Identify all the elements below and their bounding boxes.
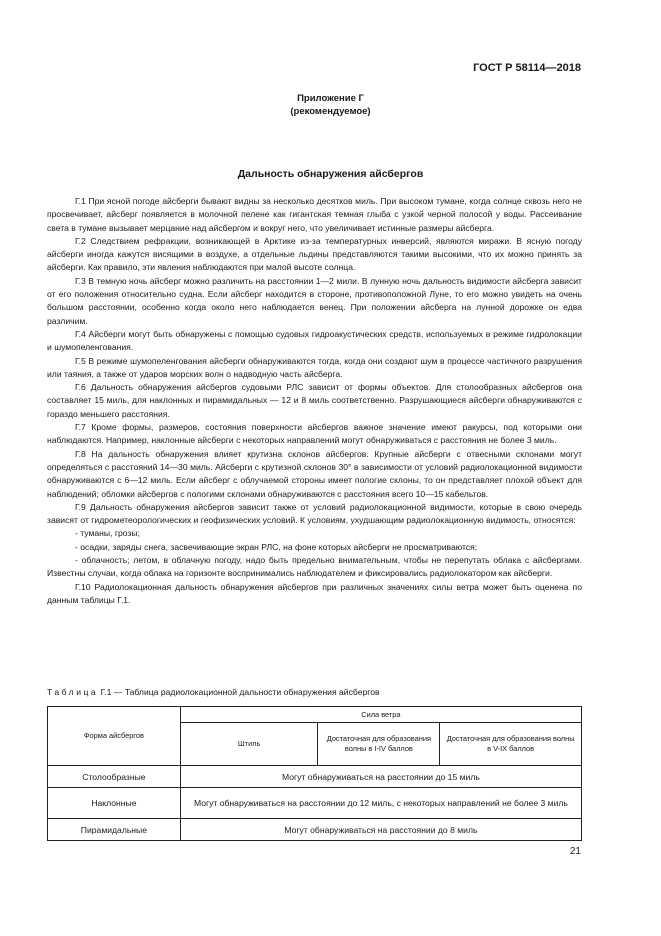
table-row [48, 788, 582, 819]
paragraph-g4: Г.4 Айсберги могут быть обнаружены с помощью судовых гидроакустических средств, используемых в режиме гидролокации и шумопеленгования. [47, 328, 582, 353]
list-item: - облачность; летом, в облачную погоду, надо быть предельно внимательным, чтобы не перепутать облака с айсбергами. Известны случаи, когда облака на горизонте воспринимались наблюдателем и фиксировались радиолокатором как айсберги. [47, 555, 582, 579]
paragraph-g10: Г.10 Радиолокационная дальность обнаружения айсбергов при различных значениях силы ветра может быть оценена по данным таблицы Г.1. [47, 581, 582, 605]
paragraph-g5: Г.5 В режиме шумопеленгования айсберги обнаруживаются тогда, когда они создают шум в процессе частичного разрушения или таяния, а также от ударов морских волн о надводную часть айсберга. [47, 355, 582, 379]
paragraph-g9: Г.9 Дальность обнаружения айсбергов зависит также от условий радиолокационной видимости, которые в свою очередь зависят от гидрометеорологических и геофизических условий. К условиям, ухудшающим радиолокационную видимость, относятся: [47, 501, 582, 526]
table-caption-prefix: Таблица [47, 687, 99, 697]
table-caption-text: Таблица радиолокационной дальности обнаружения айсбергов [124, 687, 380, 697]
list-item: - туманы, грозы; [75, 528, 140, 539]
table-row [48, 819, 582, 841]
cell-value: Могут обнаруживаться на расстоянии до 8 миль [180, 819, 581, 841]
header-calm: Штиль [180, 723, 318, 766]
cell-value: Могут обнаруживаться на расстоянии до 15 миль [180, 766, 581, 788]
header-wind: Сила ветра [180, 707, 581, 723]
appendix-subtitle: (рекомендуемое) [290, 106, 371, 117]
document-header: ГОСТ Р 58114—2018 [473, 62, 581, 74]
cell-value: Могут обнаруживаться на расстоянии до 12 миль, с некоторых направлений не более 3 миль [180, 788, 581, 819]
paragraph-g6: Г.6 Дальность обнаружения айсбергов судовыми РЛС зависит от формы объектов. Для столообразных айсбергов она составляет 15 миль, для наклонных и пирамидальных — 12 и 8 миль соответственно. Разрушающиеся айсберги обнаруживаются с гораздо меньшего расстояния. [47, 382, 582, 419]
cell-form: Столообразные [48, 766, 181, 788]
section-title: Дальность обнаружения айсбергов [237, 168, 424, 180]
page-number: 21 [569, 846, 581, 857]
table-caption-number: Г.1 — [100, 687, 123, 697]
table-row [48, 766, 582, 788]
body-text [47, 195, 582, 607]
header-wind-1-4: Достаточная для образования волны в I-IV баллов [318, 723, 440, 766]
appendix-title: Приложение Г [297, 93, 364, 104]
paragraph-g1: Г.1 При ясной погоде айсберги бывают видны за несколько десятков миль. При высоком тумане, когда солнце сквозь него не просвечивает, айсберг появляется в молочной пелене как гигантская темная глыба с узкой черной полосой у воды. Рассеивание света в тумане вызывает мерцание над айсбергом и вокруг него, что увеличивает истинные размеры айсберга. [47, 196, 582, 233]
paragraph-g7: Г.7 Кроме формы, размеров, состояния поверхности айсбергов важное значение имеют ракурсы, под которыми они наблюдаются. Например, наклонные айсберги с некоторых направлений могут обнаруживаться с расстояния не более 3 миль. [47, 422, 582, 446]
paragraph-g2: Г.2 Следствием рефракции, возникающей в Арктике из-за температурных инверсий, являются миражи. В ясную погоду айсберги иногда кажутся висящими в воздухе, а отдельные льдины представляются такими высокими, что их можно принять за айсберги. Как правило, эти явления наблюдаются при малой высоте солнца. [47, 235, 582, 273]
header-form: Форма айсбергов [48, 707, 181, 766]
detection-range-table [47, 706, 582, 841]
cell-form: Пирамидальные [48, 819, 181, 841]
table-header-row [48, 707, 582, 723]
header-wind-5-9: Достаточная для образования волны в V-IX баллов [440, 723, 582, 766]
paragraph-g8: Г.8 На дальность обнаружения влияет крутизна склонов айсбергов. Крупные айсберги с отвесными склонами могут определяться с расстояний 14—30 миль. Айсберги с крутизной склонов 30° в зависимости от условий радиолокационной видимости обнаруживаются с 6—12 миль. Если айсберг с облучаемой стороны имеет пологие склоны, то он представляет плохой объект для наблюдений; обломки айсбергов с пологими склонами обнаруживаются с расстояния всего 10—15 кабельтов. [47, 448, 582, 499]
cell-form: Наклонные [48, 788, 181, 819]
list-item: - осадки, заряды снега, засвечивающие экран РЛС, на фоне которых айсберги не просматриваются; [75, 541, 478, 552]
table-caption [47, 687, 380, 697]
paragraph-g3: Г.3 В темную ночь айсберг можно различить на расстоянии 1—2 мили. В лунную ночь дальность видимости айсберга зависит от его положения относительно судна. Если айсберг находится в стороне, противоположной Луне, то его можно увидеть на очень большом расстоянии, особенно когда около него наблюдается венец. При положении айсберга на лунной дорожке он едва различим. [47, 275, 582, 326]
